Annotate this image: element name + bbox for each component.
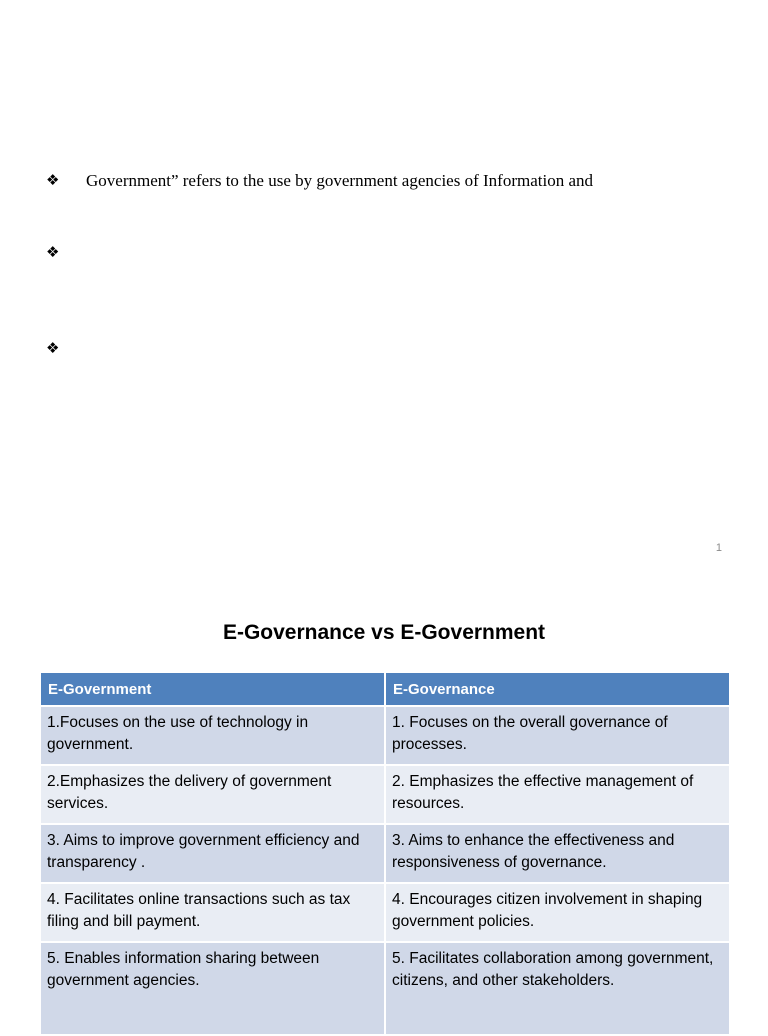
bullet-text: Government” refers to the use by government agencies of Information and (86, 171, 593, 190)
diamond-bullet-icon: ❖ (46, 243, 60, 261)
column-header-e-government: E-Government (40, 672, 385, 706)
table-cell: 1. Focuses on the overall governance of processes. (385, 706, 730, 765)
table-cell: 3. Aims to improve government efficiency and transparency . (40, 824, 385, 883)
table-row (40, 824, 730, 883)
table-header-row (40, 672, 730, 706)
table-cell: 1.Focuses on the use of technology in government. (40, 706, 385, 765)
table-row (40, 765, 730, 824)
table-cell: 2.Emphasizes the delivery of government services. (40, 765, 385, 824)
diamond-bullet-icon: ❖ (46, 171, 60, 189)
table-row (40, 883, 730, 942)
column-header-e-governance: E-Governance (385, 672, 730, 706)
bullet-item (46, 172, 593, 189)
table-cell: 5. Facilitates collaboration among government, citizens, and other stakeholders. (385, 942, 730, 1035)
table-row (40, 942, 730, 1035)
bullet-item (46, 341, 86, 356)
table-row (40, 706, 730, 765)
slide-title: E-Governance vs E-Government (222, 621, 546, 644)
table-cell: 2. Emphasizes the effective management of resources. (385, 765, 730, 824)
bullet-item (46, 245, 86, 260)
table-cell: 3. Aims to enhance the effectiveness and responsiveness of governance. (385, 824, 730, 883)
comparison-table (39, 671, 731, 1036)
table-cell: 4. Encourages citizen involvement in shaping government policies. (385, 883, 730, 942)
diamond-bullet-icon: ❖ (46, 339, 60, 357)
table-cell: 5. Enables information sharing between government agencies. (40, 942, 385, 1035)
table-cell: 4. Facilitates online transactions such as tax filing and bill payment. (40, 883, 385, 942)
slide-number: 1 (715, 542, 722, 554)
